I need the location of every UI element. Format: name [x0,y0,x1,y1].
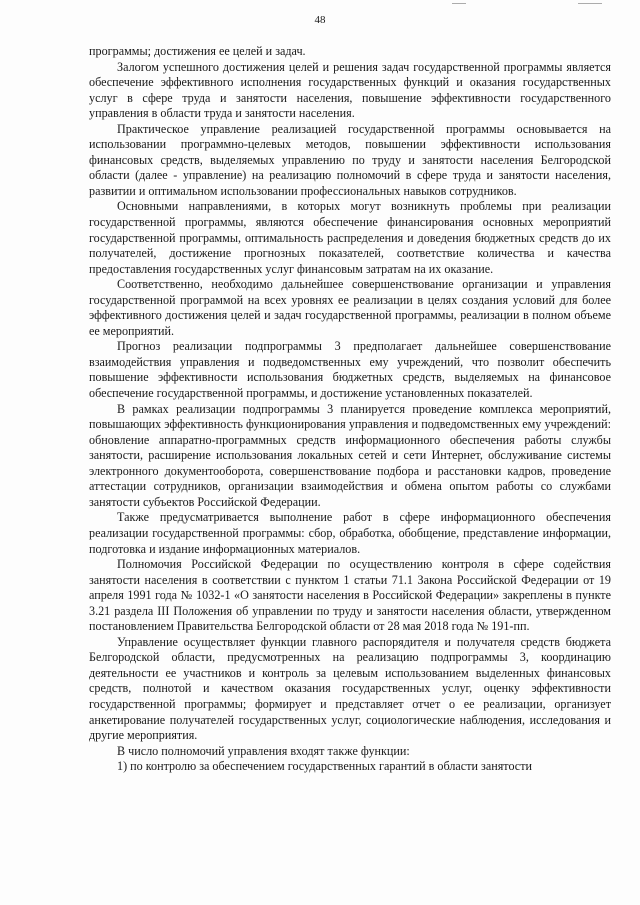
paragraph: 1) по контролю за обеспечением государственных гарантий в области занятости [117,759,533,774]
scan-artifact [452,3,466,4]
scan-artifact [578,3,602,4]
page-number: 48 [314,14,326,26]
paragraph: Управление осуществляет функции главного распорядителя и получателя средств бюджета Белгородской области, предусмотренных на реализацию подпрограммы 3, координацию деятельности ее участников и контроль за целевым использованием выделенных финансовых средств, полнотой и качеством оказания государственных услуг, оценку эффективности государственной программы; формирует и представляет отчет о ее реализации, организует анкетирование получателей государственных услуг, социологические наблюдения, исследования и другие мероприятия. [89,634,611,743]
paragraph: Полномочия Российской Федерации по осуществлению контроля в сфере содействия занятости населения в соответствии с пунктом 1 статьи 71.1 Закона Российской Федерации от 19 апреля 1991 года № 1032-1 «О занятости населения в Российской Федерации» закреплены в пункте 3.21 раздела III Положения об управлении по труду и занятости населения области, утвержденном постановлением Правительства Белгородской области от 28 мая 2018 года № 191-пп. [89,557,611,634]
paragraph: Основными направлениями, в которых могут возникнуть проблемы при реализации государственной программы, являются обеспечение финансирования основных мероприятий государственной программы, оптимальность распределения и доведения бюджетных средств до их получателей, достижение прогнозных показателей, соответствие количества и качества предоставления государственных услуг финансовым затратам на их оказание. [89,199,611,276]
paragraph: Практическое управление реализацией государственной программы основывается на использовании программно-целевых методов, повышении эффективности использования финансовых средств, выделяемых управлению по труду и занятости населения Белгородской области (далее - управление) на реализацию полномочий в сфере труда и занятости населения, развитии и оптимальном использовании профессиональных навыков сотрудников. [89,121,611,198]
document-body [89,44,611,775]
paragraph: Также предусматривается выполнение работ в сфере информационного обеспечения реализации государственной программы: сбор, обработка, обобщение, представление информации, подготовка и издание информационных материалов. [89,510,611,556]
paragraph: Прогноз реализации подпрограммы 3 предполагает дальнейшее совершенствование взаимодействия управления и подведомственных ему учреждений, что позволит обеспечить повышение эффективности использования бюджетных средств, выделяемых на финансовое обеспечение государственной программы, и достижение установленных показателей. [89,339,611,401]
paragraph: В рамках реализации подпрограммы 3 планируется проведение комплекса мероприятий, повышающих эффективность функционирования управления и подведомственных ему учреждений: обновление аппаратно-программных средств информационного обеспечения работы службы занятости, расширение использования локальных сетей и сети Интернет, обслуживание системы электронного документооборота, совершенствование подбора и расстановки кадров, проведение аттестации сотрудников, организации взаимодействия и обмена опытом работы со службами занятости субъектов Российской Федерации. [89,401,611,509]
paragraph: Залогом успешного достижения целей и решения задач государственной программы является обеспечение эффективного исполнения государственных функций и оказания государственных услуг в сфере труда и занятости населения, повышение эффективности государственного управления в области труда и занятости населения. [89,59,611,121]
paragraph: Соответственно, необходимо дальнейшее совершенствование организации и управления государственной программой на всех уровнях ее реализации в целях создания условий для более эффективного достижения целей и задач государственной программы, реализации в полном объеме ее мероприятий. [89,277,611,338]
paragraph: В число полномочий управления входят также функции: [117,743,410,758]
paragraph: программы; достижения ее целей и задач. [89,44,306,58]
